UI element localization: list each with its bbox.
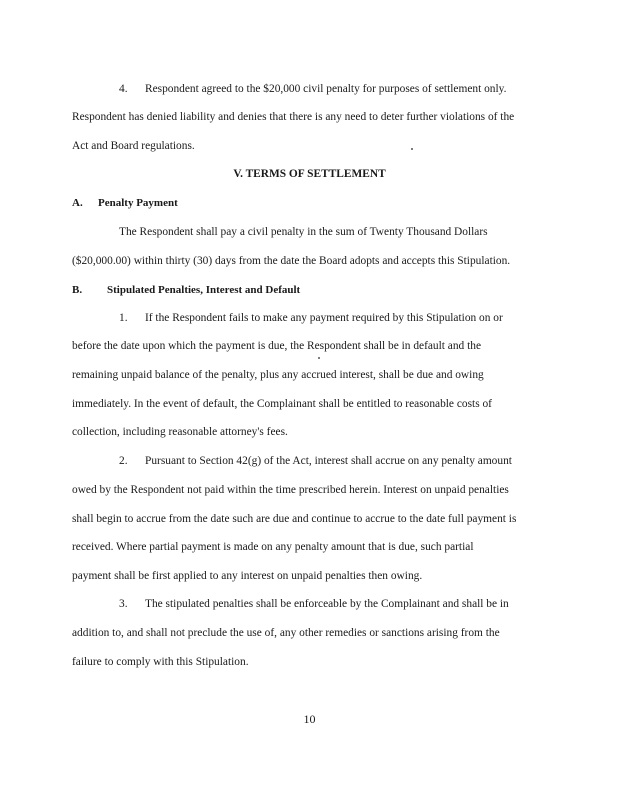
paragraph-4-number: 4. — [119, 83, 128, 95]
paragraph-b2-line-2: owed by the Respondent not paid within the time prescribed herein. Interest on unpaid penalties — [72, 484, 509, 496]
subsection-a-line-2: ($20,000.00) within thirty (30) days from the date the Board adopts and accepts this Stipulation. — [72, 255, 511, 267]
paragraph-b2-line-3: shall begin to accrue from the date such are due and continue to accrue to the date full payment is — [72, 513, 517, 525]
paragraph-b1-line-2: before the date upon which the payment is due, the Respondent shall be in default and the — [72, 340, 481, 352]
paragraph-b2-line-5: payment shall be first applied to any interest on unpaid penalties then owing. — [72, 570, 423, 582]
paragraph-4-line-3: Act and Board regulations. — [72, 140, 195, 152]
paragraph-b3-line-2: addition to, and shall not preclude the use of, any other remedies or sanctions arising from the — [72, 627, 500, 639]
subsection-a-line-1: The Respondent shall pay a civil penalty in the sum of Twenty Thousand Dollars — [119, 226, 488, 238]
paragraph-b1-line-5: collection, including reasonable attorney's fees. — [72, 426, 288, 438]
paragraph-b2-line-1: Pursuant to Section 42(g) of the Act, interest shall accrue on any penalty amount — [145, 455, 512, 467]
section-v-heading: V. TERMS OF SETTLEMENT — [233, 168, 386, 180]
paragraph-b1-line-1: If the Respondent fails to make any payment required by this Stipulation on or — [145, 312, 503, 324]
subsection-b-letter: B. — [72, 284, 83, 296]
paragraph-b2-number: 2. — [119, 455, 128, 467]
scan-speck — [411, 148, 413, 150]
page-number: 10 — [303, 712, 316, 726]
paragraph-b3-line-3: failure to comply with this Stipulation. — [72, 656, 249, 668]
scan-speck — [318, 357, 320, 359]
paragraph-b1-line-4: immediately. In the event of default, the Complainant shall be entitled to reasonable costs of — [72, 398, 492, 410]
paragraph-4-line-2: Respondent has denied liability and denies that there is any need to deter further violations of the — [72, 111, 515, 123]
paragraph-4-line-1: Respondent agreed to the $20,000 civil penalty for purposes of settlement only. — [145, 83, 507, 95]
paragraph-b1-line-3: remaining unpaid balance of the penalty, plus any accrued interest, shall be due and owing — [72, 369, 484, 381]
paragraph-b1-number: 1. — [119, 312, 128, 324]
paragraph-b3-number: 3. — [119, 598, 128, 610]
paragraph-b3-line-1: The stipulated penalties shall be enforceable by the Complainant and shall be in — [145, 598, 509, 610]
subsection-a-letter: A. — [72, 197, 83, 209]
subsection-b-title: Stipulated Penalties, Interest and Default — [107, 284, 301, 296]
subsection-a-title: Penalty Payment — [98, 197, 178, 209]
paragraph-b2-line-4: received. Where partial payment is made on any penalty amount that is due, such partial — [72, 541, 474, 553]
